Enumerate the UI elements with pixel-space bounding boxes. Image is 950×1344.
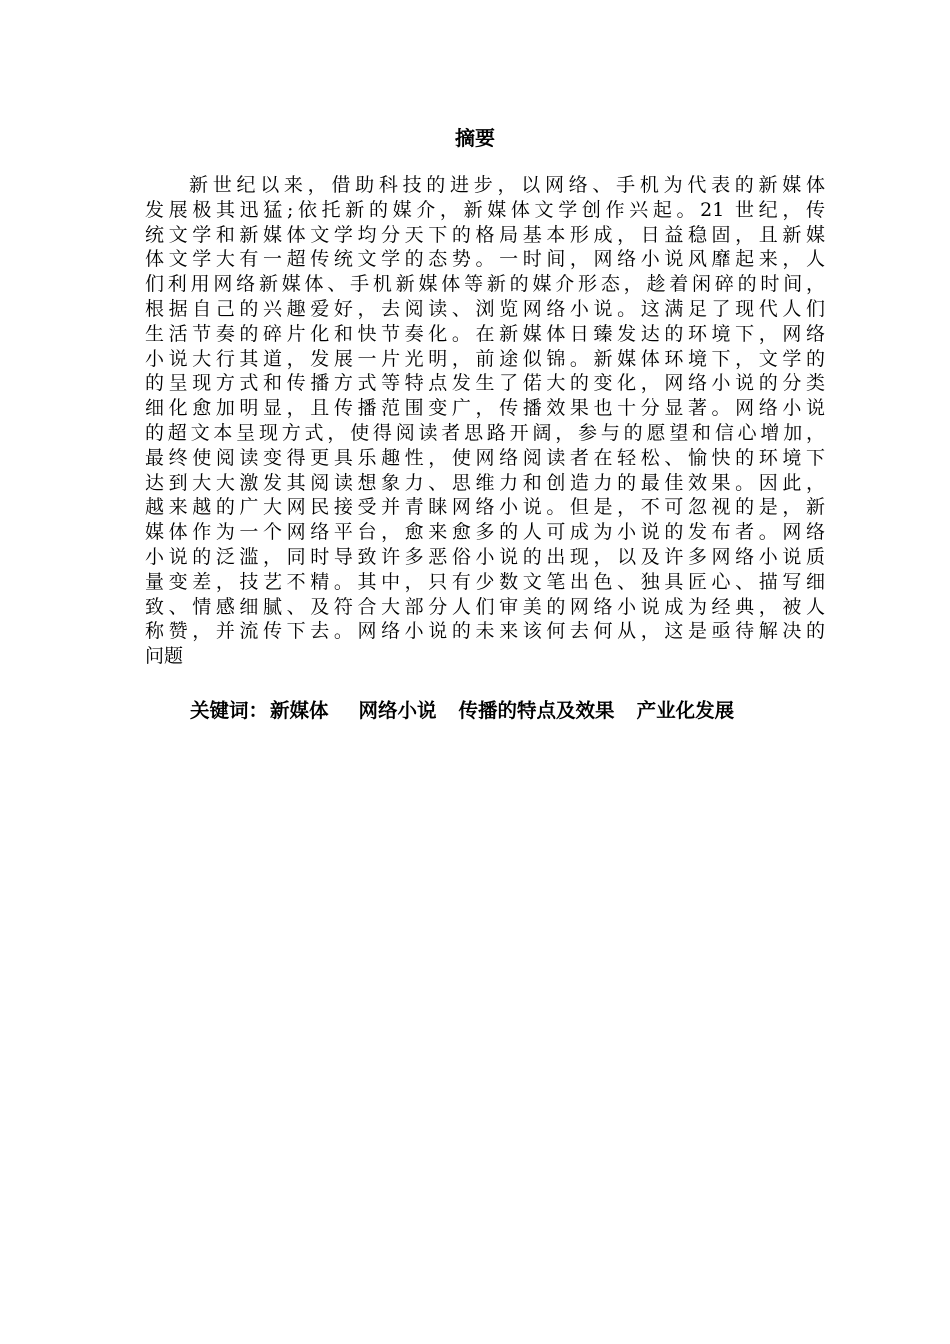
abstract-line: 的超文本呈现方式，使得阅读者思路开阔，参与的愿望和信心增加，	[145, 421, 825, 444]
abstract-line: 细化愈加明显，且传播范围变广，传播效果也十分显著。网络小说	[145, 397, 825, 420]
abstract-line: 发展极其迅猛;依托新的媒介，新媒体文学创作兴起。21 世纪，传	[145, 198, 825, 221]
abstract-line: 称赞，并流传下去。网络小说的未来该何去何从，这是亟待解决的	[145, 620, 825, 643]
abstract-line: 生活节奏的碎片化和快节奏化。在新媒体日臻发达的环境下，网络	[145, 322, 825, 345]
keywords-label: 关键词：	[190, 699, 269, 722]
abstract-line: 媒体作为一个网络平台，愈来愈多的人可成为小说的发布者。网络	[145, 521, 825, 544]
abstract-line: 致、情感细腻、及符合大部分人们审美的网络小说成为经典，被人	[145, 595, 825, 618]
abstract-line: 的呈现方式和传播方式等特点发生了偌大的变化，网络小说的分类	[145, 372, 825, 395]
abstract-line: 达到大大激发其阅读想象力、思维力和创造力的最佳效果。因此，	[145, 471, 825, 494]
abstract-line: 小说的泛滥，同时导致许多恶俗小说的出现，以及许多网络小说质	[145, 545, 825, 568]
abstract-line: 根据自己的兴趣爱好，去阅读、浏览网络小说。这满足了现代人们	[145, 297, 825, 320]
keyword-item: 网络小说	[358, 699, 437, 722]
abstract-line: 们利用网络新媒体、手机新媒体等新的媒介形态，趁着闲碎的时间，	[145, 273, 825, 296]
keyword-item: 传播的特点及效果	[458, 699, 615, 722]
page-title: 摘要	[455, 126, 495, 150]
abstract-body	[145, 173, 825, 669]
abstract-line: 越来越的广大网民接受并青睐网络小说。但是，不可忽视的是，新	[145, 496, 825, 519]
abstract-line: 新世纪以来，借助科技的进步，以网络、手机为代表的新媒体	[189, 174, 825, 196]
abstract-line: 小说大行其道，发展一片光明，前途似锦。新媒体环境下，文学的	[145, 347, 825, 370]
abstract-line: 体文学大有一超传统文学的态势。一时间，网络小说风靡起来，人	[145, 248, 825, 271]
keyword-item: 产业化发展	[636, 699, 735, 722]
keywords-line	[190, 696, 734, 726]
abstract-line: 量变差，技艺不精。其中，只有少数文笔出色、独具匠心、描写细	[145, 570, 825, 593]
abstract-line: 问题	[145, 645, 184, 668]
abstract-line: 统文学和新媒体文学均分天下的格局基本形成，日益稳固，且新媒	[145, 223, 825, 246]
keyword-item: 新媒体	[270, 699, 329, 722]
abstract-line: 最终使阅读变得更具乐趣性，使网络阅读者在轻松、愉快的环境下	[145, 446, 825, 469]
